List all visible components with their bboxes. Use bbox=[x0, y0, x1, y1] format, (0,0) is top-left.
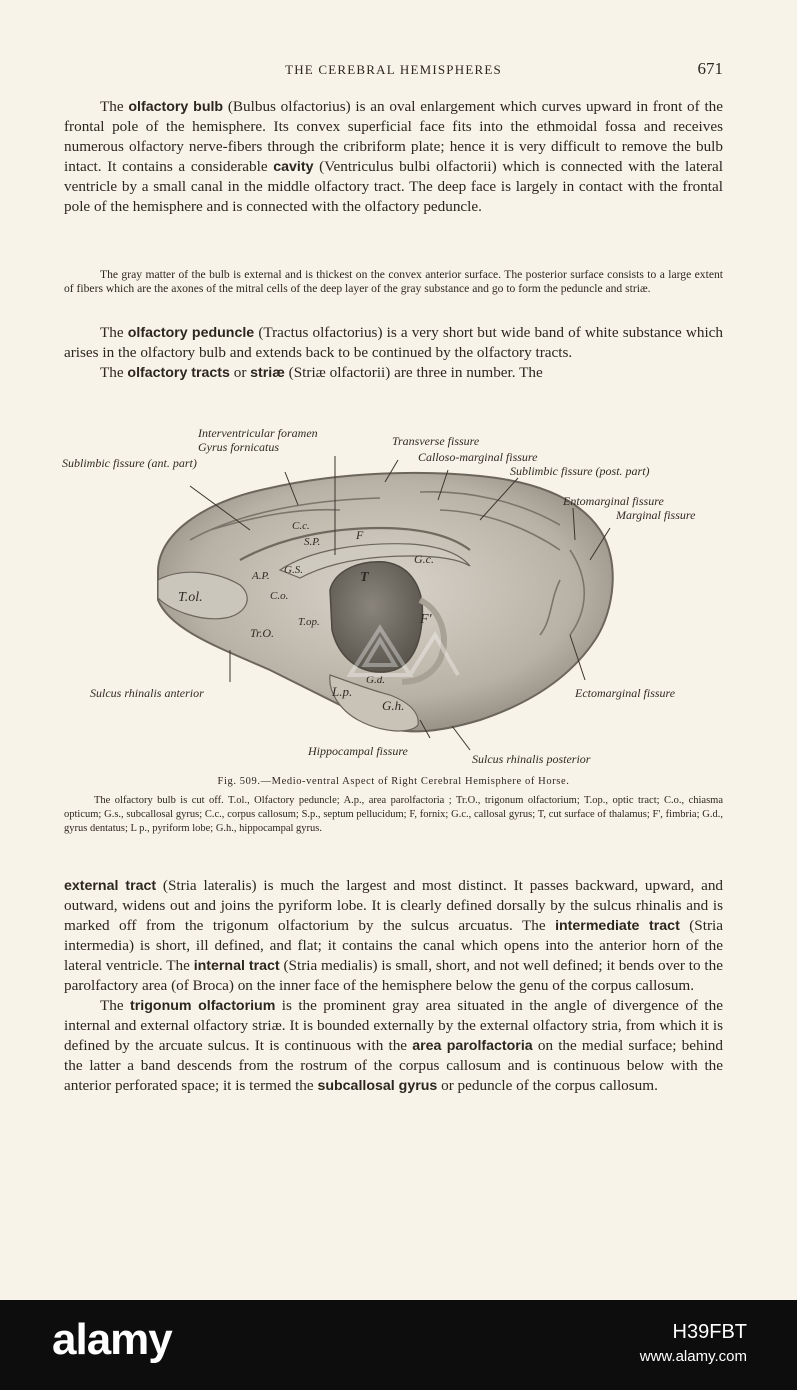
brain-illustration bbox=[40, 420, 760, 780]
paragraph-olfactory-peduncle bbox=[64, 323, 723, 383]
text: The bbox=[100, 324, 128, 341]
alamy-logo: alamy bbox=[52, 1315, 172, 1364]
text: The bbox=[100, 364, 128, 381]
label-transverse-fissure: Transverse fissure bbox=[392, 434, 480, 448]
figure-caption-body: The olfactory bulb is cut off. T.ol., Olfactory peduncle; A.p., area parolfactoria ; Tr.O., trigonum olfactorium; T.op., optic tract; C.o., chiasma opticum; G.s., subcallosal gyrus; C.c., corpus callosum; S.p., septum pellucidum; F, fornix; G.c., callosal gyrus; T, cut surface of thalamus; F', fimbria; G.d., gyrus dentatus; L p., pyriform lobe; G.h., hippocampal gyrus. bbox=[64, 795, 723, 834]
page-number: 671 bbox=[697, 59, 723, 78]
text: is the prominent gray area situated in the angle of divergence of the internal and external olfactory striæ. It is bounded externally by the external olfactory stria, from which it is defined by the arcuate sulcus. It is continuous with the bbox=[64, 997, 723, 1054]
term-external-tract: external tract bbox=[64, 878, 157, 894]
term-subcallosal-gyrus: subcallosal gyrus bbox=[317, 1078, 438, 1094]
mark-septum-pellucidum: S.P. bbox=[304, 536, 321, 548]
text: (Striæ olfactorii) are three in number. The bbox=[284, 364, 543, 381]
label-marginal-fissure: Marginal fissure bbox=[616, 508, 696, 522]
term-cavity: cavity bbox=[273, 159, 314, 175]
text: (Bulbus olfactorius) is an oval enlargement which curves upward in front of the frontal pole of the hemisphere. Its convex superficial face fits into the ethmoidal fossa and receives numerous olfactory nerve-fibers through the cribriform plate; hence it is very difficult to remove the bulb intact. It contains a considerable bbox=[64, 98, 723, 175]
text: The bbox=[100, 98, 129, 115]
running-title: THE CEREBRAL HEMISPHERES bbox=[285, 62, 502, 77]
text: (Stria medialis) is small, short, and not well defined; it bends over to the parolfactory area (of Broca) on the inner face of the hemisphere below the genu of the corpus callosum. bbox=[64, 957, 723, 994]
term-olfactory-tracts: olfactory tracts bbox=[127, 365, 230, 381]
label-hippocampal-fissure: Hippocampal fissure bbox=[308, 744, 408, 758]
label-sublimbic-fissure-ant: Sublimbic fissure (ant. part) bbox=[62, 456, 197, 470]
term-striae: striæ bbox=[250, 365, 285, 381]
label-entomarginal-fissure: Entomarginal fissure bbox=[563, 494, 664, 508]
label-sublimbic-fissure-post: Sublimbic fissure (post. part) bbox=[510, 464, 650, 478]
term-olfactory-bulb: olfactory bulb bbox=[128, 99, 224, 115]
label-sulcus-rhinalis-anterior: Sulcus rhinalis anterior bbox=[90, 686, 204, 700]
mark-callosal-gyrus: G.c. bbox=[414, 552, 434, 566]
label-sulcus-rhinalis-posterior: Sulcus rhinalis posterior bbox=[472, 752, 591, 766]
watermark-logo-icon bbox=[340, 620, 460, 680]
label-calloso-marginal-fissure: Calloso-marginal fissure bbox=[418, 450, 538, 464]
mark-hippocampal-gyrus: G.h. bbox=[382, 698, 405, 713]
mark-trigonum-olfactorium: Tr.O. bbox=[250, 626, 275, 640]
mark-corpus-callosum: C.c. bbox=[292, 520, 310, 532]
mark-gyrus-dentatus: G.d. bbox=[366, 674, 385, 686]
mark-pyriform-lobe: L.p. bbox=[332, 684, 353, 699]
paragraph-olfactory-tracts bbox=[64, 876, 723, 1096]
page-header bbox=[64, 59, 723, 82]
text: The bbox=[100, 997, 131, 1014]
text: (Tractus olfactorius) is a very short but wide band of white substance which arises in the olfactory bulb and extends back to be continued by the olfactory tracts. bbox=[64, 324, 723, 361]
term-intermediate-tract: intermediate tract bbox=[555, 918, 680, 934]
text: or bbox=[229, 364, 251, 381]
brain-figure bbox=[40, 420, 760, 780]
mark-subcallosal-gyrus: G.S. bbox=[284, 564, 303, 576]
mark-area-parolfactoria: A.P. bbox=[252, 570, 270, 582]
paragraph-olfactory-bulb bbox=[64, 97, 723, 217]
small-print-paragraph bbox=[64, 268, 723, 296]
term-trigonum-olfactorium: trigonum olfactorium bbox=[130, 998, 276, 1014]
label-gyrus-fornicatus: Gyrus fornicatus bbox=[198, 440, 279, 454]
mark-olfactory-peduncle: T.ol. bbox=[178, 590, 203, 605]
text: or peduncle of the corpus callosum. bbox=[437, 1077, 658, 1094]
text: (Ventriculus bulbi olfactorii) which is connected with the lateral ventricle by a small canal in the middle olfactory tract. The deep face is largely in contact with the frontal pole of the hemisphere and is connected with the olfactory peduncle. bbox=[64, 158, 723, 215]
text: on the medial surface; behind the latter a band descends from the rostrum of the corpus callosum and is continuous below with the anterior perforated space; it is termed the bbox=[64, 1037, 723, 1094]
mark-optic-tract: T.op. bbox=[298, 616, 320, 628]
term-internal-tract: internal tract bbox=[193, 958, 280, 974]
label-ectomarginal-fissure: Ectomarginal fissure bbox=[575, 686, 676, 700]
mark-fornix: F bbox=[356, 528, 364, 542]
text: (Stria lateralis) is much the largest and most distinct. It passes backward, upward, and outward, widens out and joins the pyriform lobe. It is clearly defined dorsally by the sulcus rhinalis and is marked off from the trigonum olfactorium by the sulcus arcuatus. The bbox=[64, 877, 724, 934]
image-id: H39FBT bbox=[672, 1321, 747, 1343]
mark-fimbria: F' bbox=[420, 612, 432, 627]
term-olfactory-peduncle: olfactory peduncle bbox=[127, 325, 255, 341]
small-text: The gray matter of the bulb is external and is thickest on the convex anterior surface. The posterior surface consists to a large extent of fibers which are the axones of the mitral cells of the deep layer of the gray substance and go to form the peduncle and striæ. bbox=[64, 268, 723, 295]
mark-chiasma-opticum: C.o. bbox=[270, 590, 289, 602]
site-url: www.alamy.com bbox=[639, 1348, 747, 1365]
label-interventricular-foramen: Interventricular foramen bbox=[198, 426, 318, 440]
term-area-parolfactoria: area parolfactoria bbox=[412, 1038, 533, 1054]
text: (Stria intermedia) is short, ill defined, and flat; it contains the canal which opens into the anterior horn of the lateral ventricle. The bbox=[64, 917, 723, 974]
mark-thalamus: T bbox=[360, 570, 369, 585]
figure-caption-title: Fig. 509.—Medio-ventral Aspect of Right Cerebral Hemisphere of Horse. bbox=[217, 776, 570, 787]
